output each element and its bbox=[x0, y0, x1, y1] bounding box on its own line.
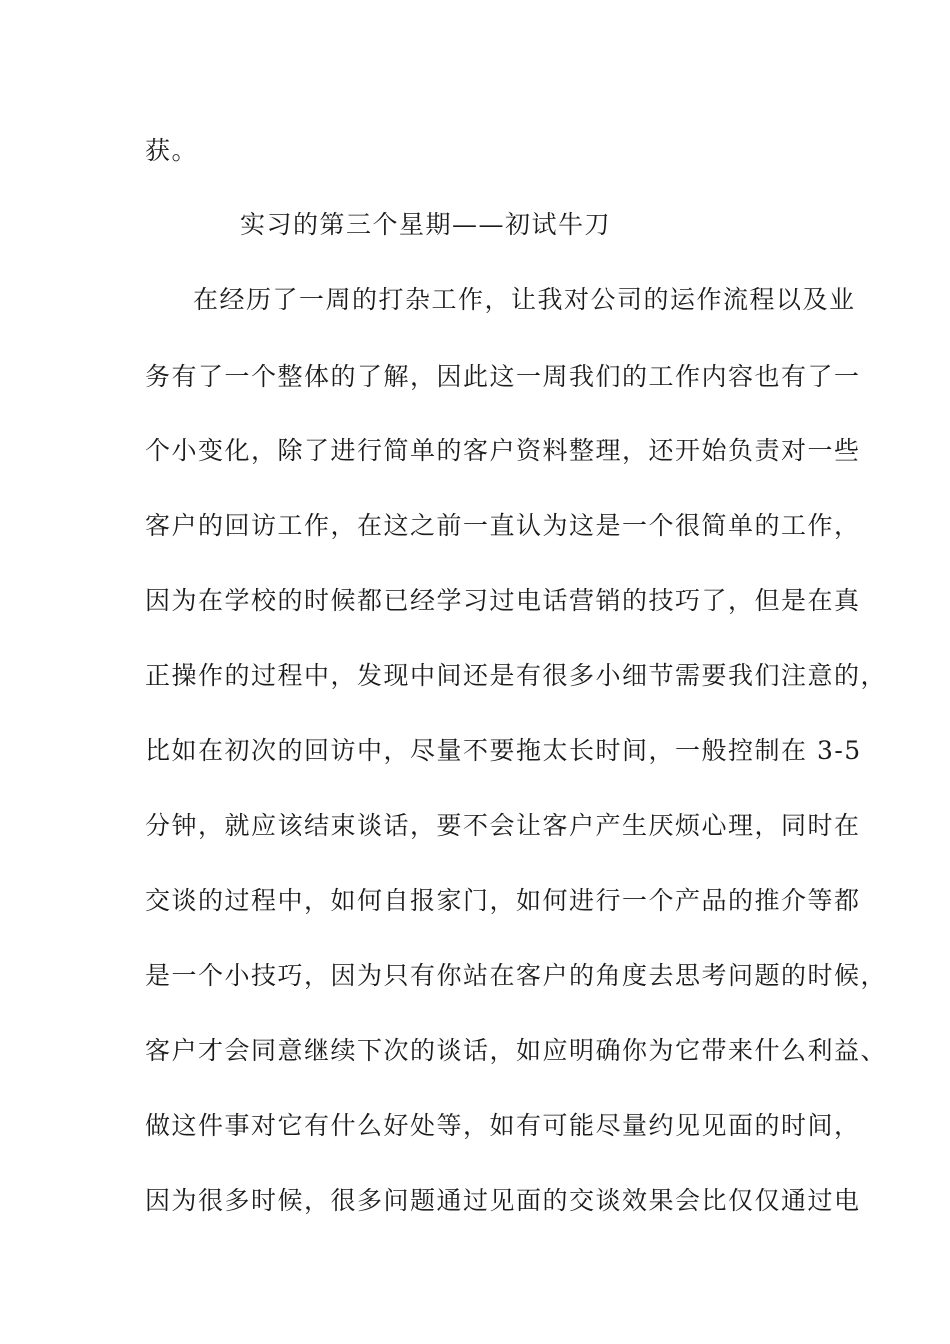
body-line-3: 个小变化，除了进行简单的客户资料整理，还开始负责对一些 bbox=[145, 436, 861, 465]
body-line-9: 交谈的过程中，如何自报家门，如何进行一个产品的推介等都 bbox=[145, 886, 861, 915]
body-line-7: 比如在初次的回访中，尽量不要拖太长时间，一般控制在 3-5 bbox=[145, 736, 862, 765]
body-line-12: 做这件事对它有什么好处等，如有可能尽量约见见面的时间， bbox=[145, 1111, 861, 1140]
body-line-4: 客户的回访工作，在这之前一直认为这是一个很简单的工作， bbox=[145, 511, 861, 540]
body-line-5: 因为在学校的时候都已经学习过电话营销的技巧了，但是在真 bbox=[145, 586, 861, 615]
body-line-1: 在经历了一周的打杂工作，让我对公司的运作流程以及业 bbox=[193, 285, 856, 314]
paragraph-ending-line: 获。 bbox=[145, 136, 199, 165]
body-line-8: 分钟，就应该结束谈话，要不会让客户产生厌烦心理，同时在 bbox=[145, 811, 861, 840]
body-line-6: 正操作的过程中，发现中间还是有很多小细节需要我们注意的， bbox=[145, 661, 888, 690]
body-line-10: 是一个小技巧，因为只有你站在客户的角度去思考问题的时候， bbox=[145, 961, 888, 990]
body-line-2: 务有了一个整体的了解，因此这一周我们的工作内容也有了一 bbox=[145, 362, 861, 391]
body-line-13: 因为很多时候，很多问题通过见面的交谈效果会比仅仅通过电 bbox=[145, 1186, 861, 1215]
section-heading: 实习的第三个星期——初试牛刀 bbox=[240, 210, 612, 239]
body-line-11: 客户才会同意继续下次的谈话，如应明确你为它带来什么利益、 bbox=[145, 1036, 888, 1065]
